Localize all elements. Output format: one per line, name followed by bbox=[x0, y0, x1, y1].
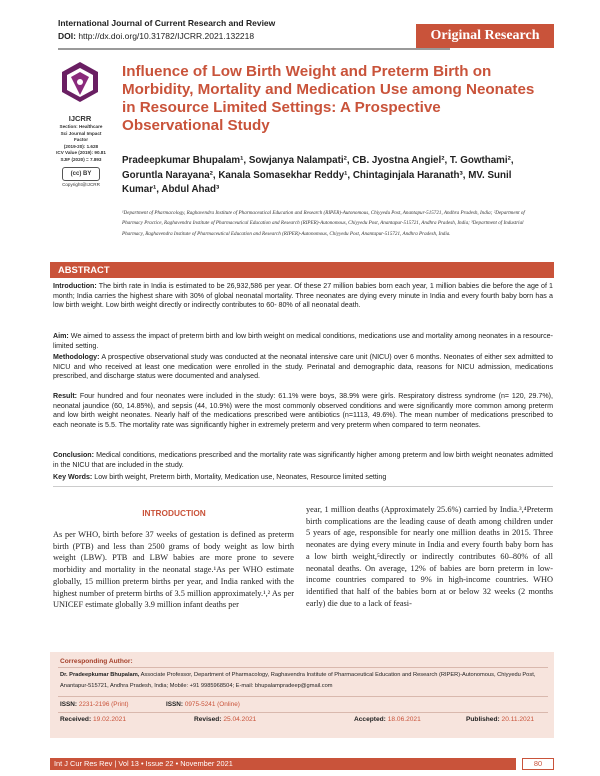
abstract-label: Aim: bbox=[53, 332, 69, 340]
abstract-conclusion bbox=[53, 451, 553, 470]
doi-line bbox=[58, 31, 254, 41]
correspondence-details bbox=[60, 670, 546, 691]
correspondence-rule bbox=[58, 712, 548, 713]
date-label: Received: bbox=[60, 716, 92, 723]
issn-label: ISSN: bbox=[60, 701, 78, 708]
page-footer bbox=[0, 758, 600, 770]
abstract-introduction bbox=[53, 282, 553, 311]
abstract-methodology bbox=[53, 353, 553, 382]
issn-online bbox=[166, 701, 240, 708]
revised-date bbox=[194, 716, 256, 723]
corresponding-author-name: Dr. Pradeepkumar Bhupalam, bbox=[60, 672, 140, 678]
published-date bbox=[466, 716, 534, 723]
corresponding-author-details: Associate Professor, Department of Pharmacology, Raghavendra Institute of Pharmaceutical Education and Research (RIPER)-Autonomous, Chiyyedu Post, Anantapur-515721, Andhra Pradesh, India; Mobile: +91 9985968504; E-mail: bhupalampradeep@gmail.com bbox=[60, 672, 536, 689]
abstract-heading: ABSTRACT bbox=[50, 262, 554, 278]
metric-line: Section: Healthcare bbox=[59, 124, 103, 129]
affiliations: ¹Department of Pharmacology, Raghavendra Institute of Pharmaceutical Education and Research (RIPER)-Autonomous, Chiyyedu Post, Anantapur-515721, Andhra Pradesh, India; ²Department of Pharmacy Practice, Raghavendra Institute of Pharmaceutical Education and Research (RIPER)-Autonomous, Chiyyedu Post, Anantapur-515721, Andhra Pradesh, India; ³Department of Industrial Pharmacy, Raghavendra Institute of Pharmaceutical Education and Research (RIPER)-Autonomous, Chiyyedu Post, Anantapur-515721, Andhra Pradesh, India. bbox=[122, 210, 525, 237]
correspondence-rule bbox=[58, 696, 548, 697]
journal-logo-name: IJCRR bbox=[68, 114, 92, 123]
metric-line: (2019-20): 1.628 bbox=[63, 143, 99, 149]
abstract-text: A prospective observational study was conducted at the neonatal intensive care unit (NICU) over 6 months. Neonates of either sex admitted to NICU and who received at least one medication were enrolled in the study. Perinatal and demographic data, reasons for NICU admission, medications prescribed, and discharge status were documented and analysed. bbox=[53, 353, 553, 381]
journal-metrics bbox=[54, 124, 108, 164]
date-label: Published: bbox=[466, 716, 500, 723]
accepted-date bbox=[354, 716, 421, 723]
abstract-result bbox=[53, 392, 553, 430]
metric-line: Sci Journal Impact Factor bbox=[60, 130, 102, 143]
abstract-text: The birth rate in India is estimated to be 26,932,586 per year. Of these 27 million babies born each year, 1 million babies die before the age of 1 month; India carries the highest share with 30% of global neonatal mortality. Three neonates are dying every minute in India and every fourth baby born has a low birth weight. Low birth weight directly or indirectly contributes to 60- 80% of all neonatal death. bbox=[53, 282, 553, 310]
introduction-right-column: year, 1 million deaths (Approximately 25.6%) carried by India.³,⁴Preterm birth complications are the leading cause of death among children under 5 years of age, responsible for nearly one million deaths in 2015. Three neonates are dying every minute in India and every fourth baby born has a low birth weight,⁵directly or indirectly contributes 60–80% of all neonatal deaths. On average, 12% of babies are born preterm in low-income countries compared to 9% in high-income countries. WHO identified that half of the babies born at or below 32 weeks (2 months early) die due to a lack of feasi- bbox=[306, 505, 553, 608]
cc-license-icon: (cc) BY bbox=[62, 167, 100, 181]
introduction-left-column: As per WHO, birth before 37 weeks of gestation is defined as preterm birth (PTB) and less than 2500 grams of body weight as low birth weight (LBW). PTB and LBW babies are more prone to severe morbidity and mortality in the neonatal stage.¹As per WHO estimate globally, 15 million preterm births per year, and India ranked with the highest number of preterm births of 3.5 million approximately.¹,² As per UNICEF estimate globally 3.9 million infant deaths per bbox=[53, 530, 294, 610]
metric-line: SJIF (2020) = 7.893 bbox=[60, 156, 102, 162]
article-type-badge: Original Research bbox=[416, 24, 554, 48]
abstract-text: We aimed to assess the impact of preterm birth and low birth weight on medical conditions, medications use and mortality among neonates in a resource-limited setting. bbox=[53, 332, 553, 350]
issn-label: ISSN: bbox=[166, 701, 184, 708]
article-title: Influence of Low Birth Weight and Preterm Birth on Morbidity, Mortality and Medication Use among Neonates in Resource Limited Settings: A Prospective Observational Study bbox=[122, 63, 535, 134]
date-label: Revised: bbox=[194, 716, 222, 723]
footer-citation: Int J Cur Res Rev | Vol 13 • Issue 22 • November 2021 bbox=[54, 759, 233, 768]
received-date bbox=[60, 716, 126, 723]
metric-line: ICV Value (2019): 90.81 bbox=[56, 150, 106, 156]
copyright-text: Copyright@IJCRR bbox=[62, 182, 100, 187]
header-rule bbox=[58, 48, 450, 50]
abstract-label: Introduction: bbox=[53, 282, 97, 290]
abstract-text: Four hundred and four neonates were included in the study: 61.1% were boys, 38.9% were girls. Respiratory distress syndrome (n= 120, 29.7%), neonatal jaundice (60, 14.85%), and sepsis (44, 10.9%) were the most commonly observed conditions and were significantly more common among preterm and low birth weight neonates. Nearly half of the medications prescribed were antibiotics (n=1113, 49.6%). The mean number of medications prescribed to each neonate is 5.5. The mortality rate was significantly higher in extremely preterm and very preterm when compared to term neonates. bbox=[53, 392, 553, 429]
date-value: 20.11.2021 bbox=[501, 716, 535, 723]
abstract-label: Result: bbox=[53, 392, 78, 400]
author-list: Pradeepkumar Bhupalam¹, Sowjanya Nalampati², CB. Jyostna Angiel², T. Gowthami², Goruntla Narayana², Kanala Somasekhar Reddy¹, Chintaginjala Haranath³, MV. Sunil Kumar¹, Abdul Ahad³ bbox=[122, 155, 514, 195]
abstract-aim bbox=[53, 332, 553, 351]
abstract-label: Methodology: bbox=[53, 353, 100, 361]
page-number: 80 bbox=[522, 758, 554, 770]
abstract-rule bbox=[53, 486, 553, 487]
date-label: Accepted: bbox=[354, 716, 386, 723]
correspondence-rule bbox=[58, 667, 548, 668]
date-value: 18.06.2021 bbox=[387, 716, 421, 723]
abstract-label: Key Words: bbox=[53, 473, 93, 481]
introduction-heading: INTRODUCTION bbox=[142, 508, 206, 518]
abstract-text: Medical conditions, medications prescribed and the mortality rate was significantly higher among preterm and low birth weight neonates admitted in the NICU that are included in the study. bbox=[53, 451, 553, 469]
abstract-label: Conclusion: bbox=[53, 451, 94, 459]
abstract-keywords bbox=[53, 473, 553, 483]
issn-print bbox=[60, 701, 129, 708]
doi-link[interactable]: http://dx.doi.org/10.31782/IJCRR.2021.132218 bbox=[78, 31, 255, 41]
abstract-text: Low birth weight, Preterm birth, Mortality, Medication use, Neonates, Resource limited setting bbox=[94, 473, 387, 481]
doi-label: DOI: bbox=[58, 31, 76, 41]
correspondence-heading: Corresponding Author: bbox=[60, 658, 133, 665]
date-value: 19.02.2021 bbox=[93, 716, 127, 723]
issn-value: 0975-5241 (Online) bbox=[184, 701, 240, 708]
date-value: 25.04.2021 bbox=[223, 716, 257, 723]
journal-name: International Journal of Current Research and Review bbox=[58, 18, 276, 28]
issn-value: 2231-2196 (Print) bbox=[78, 701, 129, 708]
journal-logo-icon bbox=[58, 60, 102, 112]
